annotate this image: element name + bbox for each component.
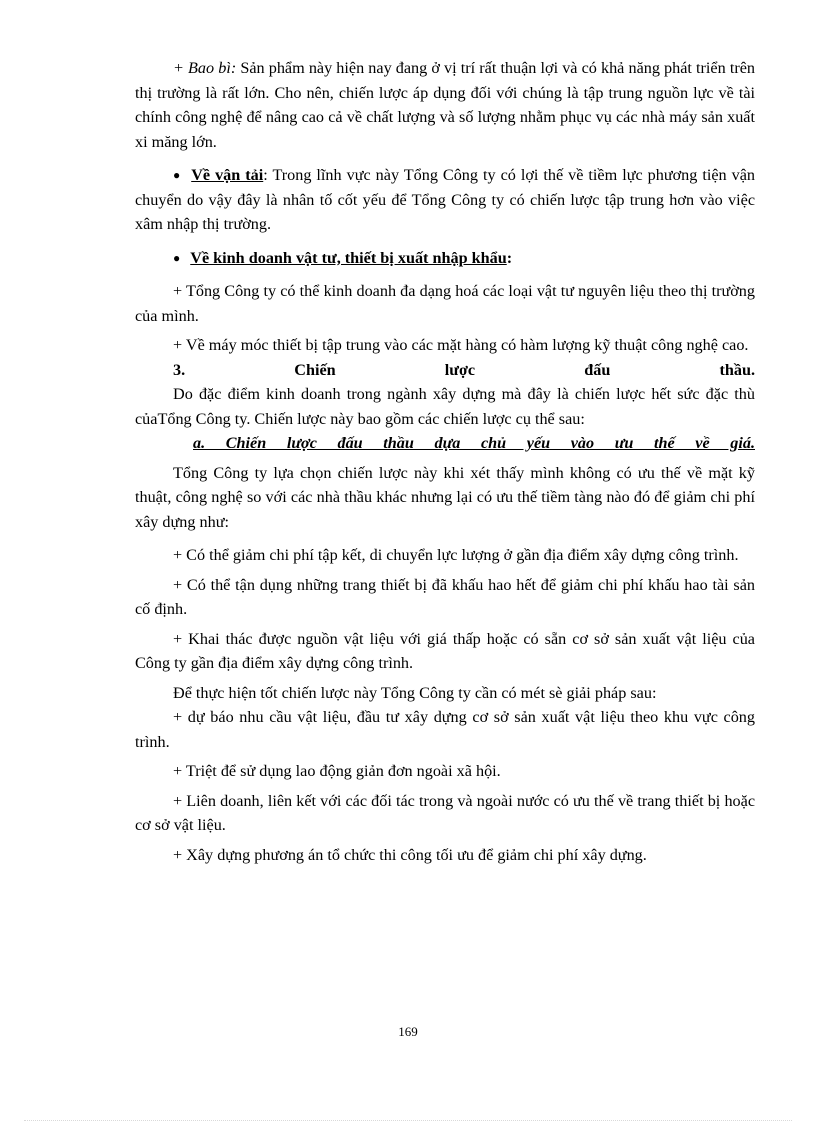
van-tai-lead: Về vận tải (191, 166, 264, 184)
paragraph-intro: Do đặc điểm kinh doanh trong ngành xây dựng mà đây là chiến lược hết sức đặc thù củaTổng Công ty. Chiến lược này bao gồm các chiến lược cụ thể sau: (135, 385, 755, 428)
paragraph-van-tai (135, 163, 755, 237)
kinh-doanh-lead: Về kinh doanh vật tư, thiết bị xuất nhập khẩu (190, 248, 507, 267)
section-word: đấu (584, 360, 611, 379)
kinh-doanh-colon: : (506, 248, 513, 267)
paragraph-solutions-intro: Để thực hiện tốt chiến lược này Tổng Công ty cần có mét sè giải pháp sau: (173, 683, 657, 702)
list-item-kd-1: + Tổng Công ty có thể kinh doanh đa dạng hoá các loại vật tư nguyên liệu theo thị trường của mình. (135, 282, 755, 325)
bullet-icon: ● (173, 168, 182, 182)
list-item-sol-4: + Xây dựng phương án tổ chức thi công tối ưu để giảm chi phí xây dựng. (173, 845, 647, 864)
page-number: 169 (398, 1024, 418, 1039)
list-item-sol-3: + Liên doanh, liên kết với các đối tác trong và ngoài nước có ưu thế về trang thiết bị hoặc cơ sở vật liệu. (135, 791, 755, 834)
list-item-kd-2: + Về máy móc thiết bị tập trung vào các mặt hàng có hàm lượng kỹ thuật công nghệ cao. (173, 336, 749, 354)
paragraph-sub-a: Tổng Công ty lựa chọn chiến lược này khi xét thấy mình không có ưu thế về mặt kỹ thuật, công nghệ so với các nhà thầu khác nhưng lại có ưu thế tiềm tàng nào đó để giảm chi phí xây dựng như: (135, 463, 755, 531)
page-bottom-divider (24, 1120, 792, 1121)
bao-bi-lead: + Bao bì: (173, 59, 237, 77)
section-word: thầu. (719, 360, 755, 379)
section-heading-3 (135, 358, 755, 383)
bao-bi-text: Sản phẩm này hiện nay đang ở vị trí rất thuận lợi và có khả năng phát triển trên thị trường là rất lớn. Cho nên, chiến lược áp dụng đối với chúng là tập trung nguồn lực về tài chính công nghệ để nâng cao cả về chất lượng và số lượng nhằm phục vụ các nhà máy sản xuất xi măng lớn. (135, 59, 755, 151)
subheading-a: a. Chiến lược đấu thầu dựa chủ yếu vào ưu thế về giá. (193, 434, 755, 452)
paragraph-bao-bi (135, 56, 755, 154)
list-item-sol-2: + Triệt để sử dụng lao động giản đơn ngoài xã hội. (173, 762, 501, 780)
list-item-a-3: + Khai thác được nguồn vật liệu với giá thấp hoặc có sẵn cơ sở sản xuất vật liệu của Công ty gần địa điểm xây dựng công trình. (135, 629, 755, 672)
list-item-sol-1: + dự báo nhu cầu vật liệu, đầu tư xây dựng cơ sở sản xuất vật liệu theo khu vực công trình. (135, 708, 755, 751)
section-number: 3. (173, 360, 186, 379)
list-item-a-2: + Có thể tận dụng những trang thiết bị đã khấu hao hết để giảm chi phí khấu hao tài sản cố định. (135, 575, 755, 618)
list-item-a-1: + Có thể giảm chi phí tập kết, di chuyển lực lượng ở gần địa điểm xây dựng công trình. (173, 546, 739, 564)
van-tai-text: : Trong lĩnh vực này Tổng Công ty có lợi thế về tiềm lực phương tiện vận chuyển do vậy đây là nhân tố cốt yếu để Tổng Công ty có chiến lược tập trung hơn vào việc xâm nhập thị trường. (135, 166, 756, 233)
document-page (135, 56, 755, 867)
section-word: lược (444, 360, 476, 379)
section-word: Chiến (294, 360, 336, 379)
bullet-icon: ● (173, 250, 181, 265)
paragraph-kinh-doanh-heading (135, 246, 755, 271)
